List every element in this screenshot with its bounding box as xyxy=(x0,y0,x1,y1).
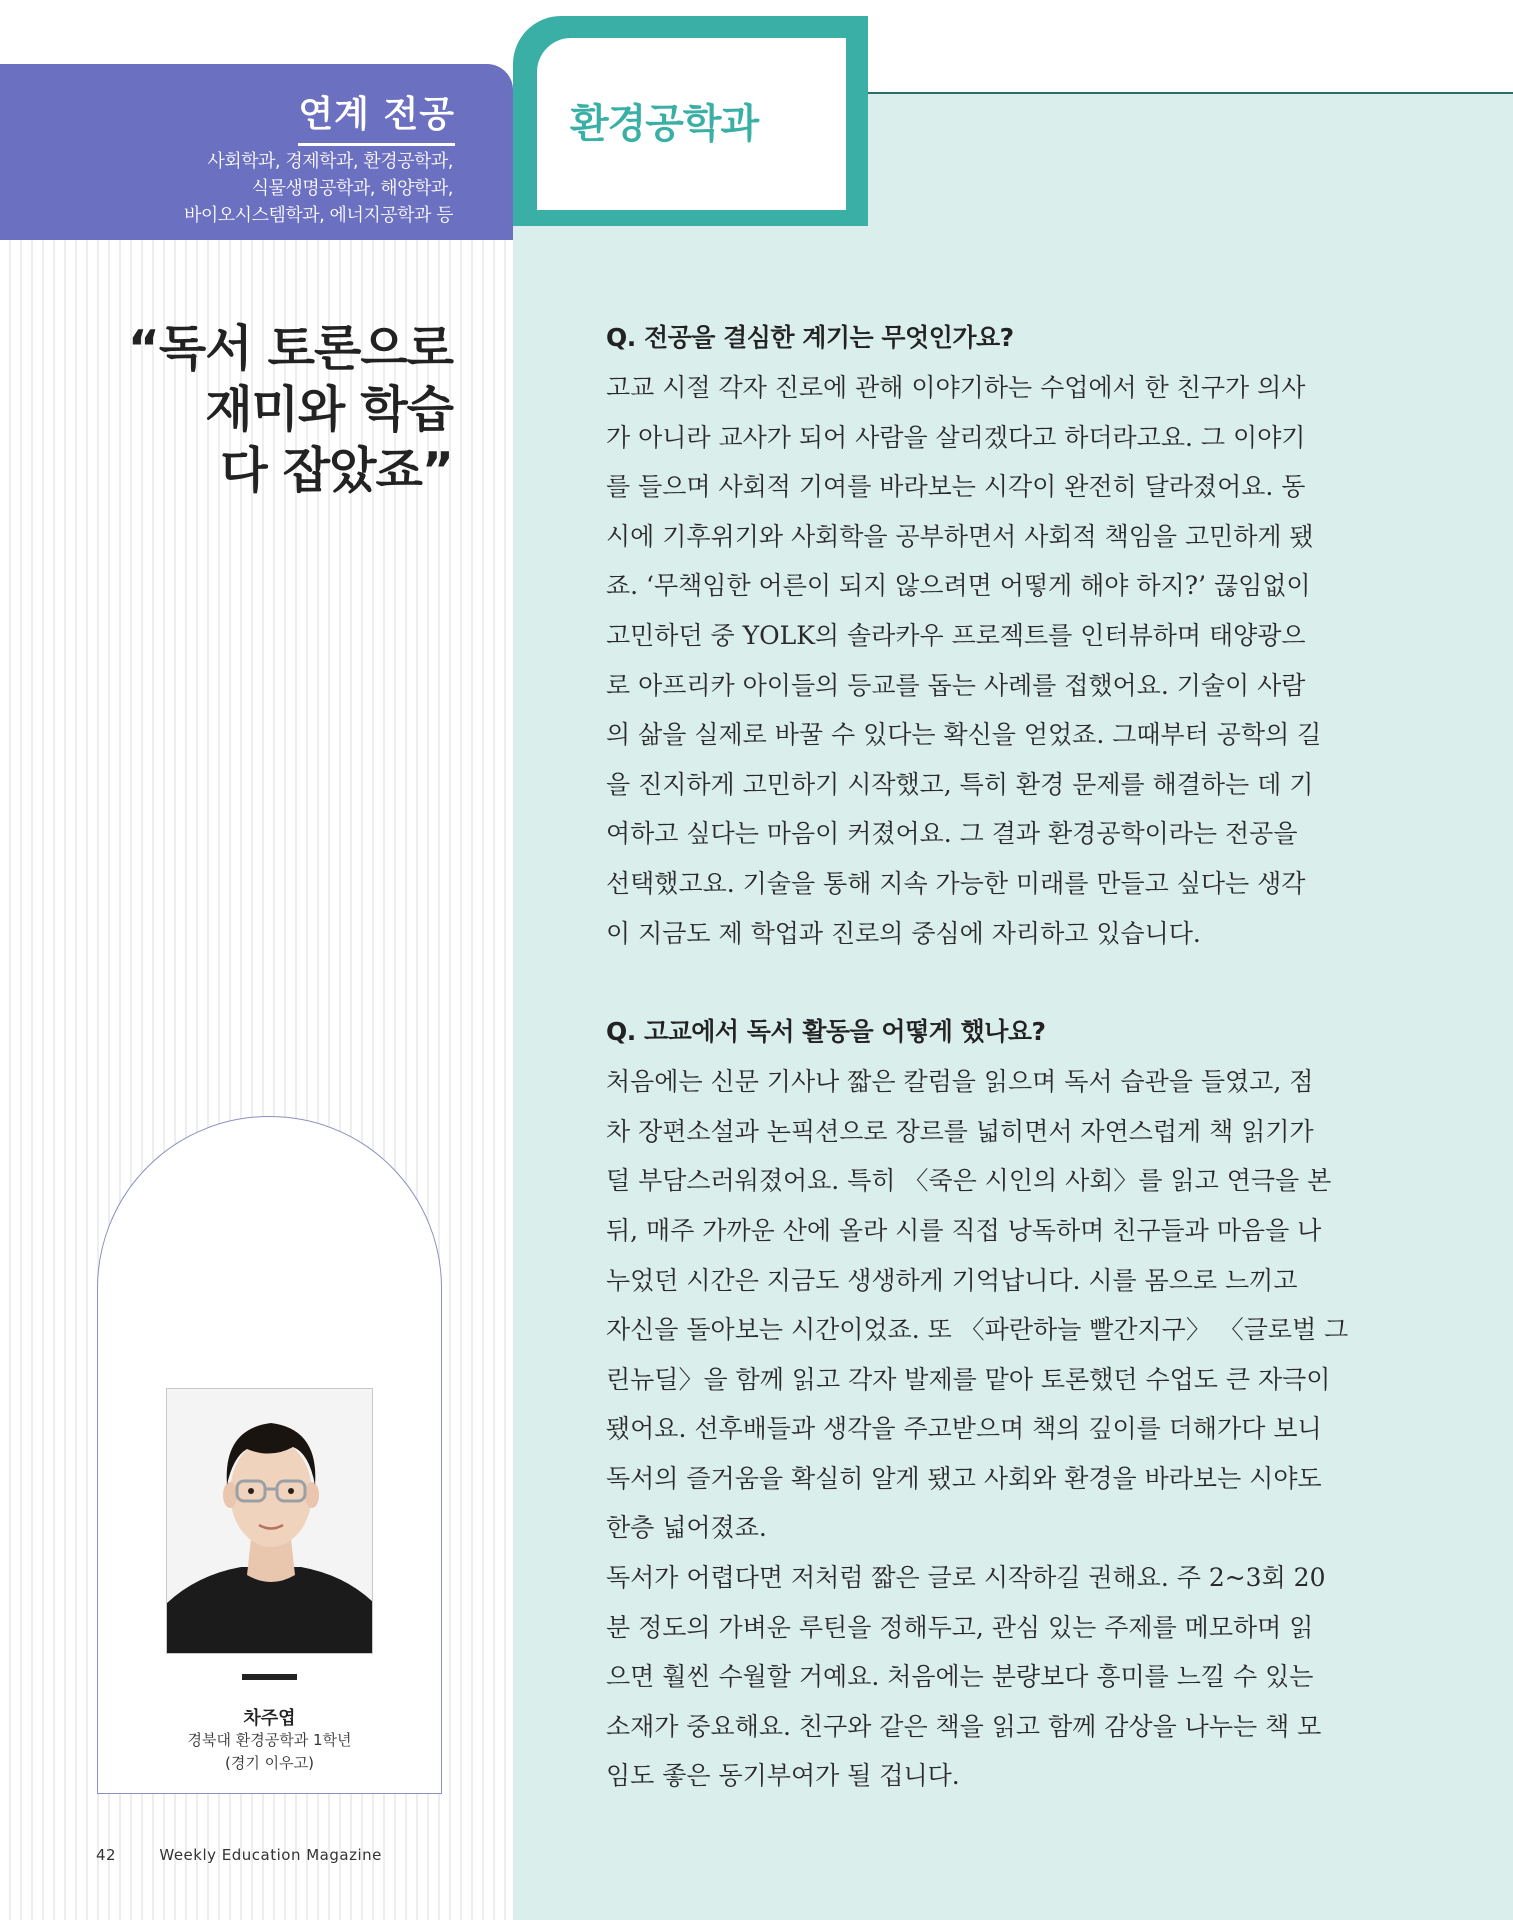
answer-line: 덜 부담스러워졌어요. 특히 〈죽은 시인의 사회〉를 읽고 연극을 본 xyxy=(606,1166,1332,1196)
answer-paragraph xyxy=(606,363,1354,958)
answer-line: 가 아니라 교사가 되어 사람을 살리겠다고 하더라고요. 그 이야기 xyxy=(606,422,1306,452)
answer-line: 로 아프리카 아이들의 등교를 돕는 사례를 접했어요. 기술이 사람 xyxy=(606,670,1306,700)
answer-line: 죠. ‘무책임한 어른이 되지 않으려면 어떻게 해야 하지?’ 끊임없이 xyxy=(606,571,1311,601)
interview-body xyxy=(606,318,1354,1801)
answer-line: 임도 좋은 동기부여가 될 겁니다. xyxy=(606,1761,960,1791)
question-heading: Q. 전공을 결심한 계기는 무엇인가요? xyxy=(606,323,1014,352)
major-title: 환경공학과 xyxy=(570,101,759,147)
answer-line: 누었던 시간은 지금도 생생하게 기억납니다. 시를 몸으로 느끼고 xyxy=(606,1265,1298,1295)
question-heading: Q. 고교에서 독서 활동을 어떻게 했나요? xyxy=(606,1017,1046,1047)
pull-quote-line: 다 잡았죠” xyxy=(220,442,453,499)
related-majors-line: 식물생명공학과, 해양학과, xyxy=(251,178,453,199)
answer-line: 처음에는 신문 기사나 짧은 칼럼을 읽으며 독서 습관을 들였고, 점 xyxy=(606,1067,1314,1097)
answer-line: 으면 훨씬 수월할 거예요. 처음에는 분량보다 흥미를 느낄 수 있는 xyxy=(606,1662,1314,1692)
page-footer xyxy=(96,1846,382,1864)
header-rule xyxy=(865,92,1513,94)
answer-line: 한층 넓어졌죠. xyxy=(606,1513,767,1543)
profile-name: 차주엽 xyxy=(243,1708,296,1729)
answer-line: 를 들으며 사회적 기여를 바라보는 시각이 완전히 달라졌어요. 동 xyxy=(606,472,1306,502)
answer-line: 시에 기후위기와 사회학을 공부하면서 사회적 책임을 고민하게 됐 xyxy=(606,521,1314,551)
answer-line: 여하고 싶다는 마음이 커졌어요. 그 결과 환경공학이라는 전공을 xyxy=(606,819,1298,849)
answer-line: 을 진지하게 고민하기 시작했고, 특히 환경 문제를 해결하는 데 기 xyxy=(606,769,1314,799)
answer-line: 됐어요. 선후배들과 생각을 주고받으며 책의 깊이를 더해가다 보니 xyxy=(606,1414,1322,1444)
pull-quote xyxy=(128,318,453,501)
pull-quote-line: “독서 토론으로 xyxy=(127,320,453,377)
answer-line: 고민하던 중 YOLK의 솔라카우 프로젝트를 인터뷰하며 태양광으 xyxy=(606,620,1306,650)
answer-paragraph xyxy=(606,1057,1354,1801)
related-majors-box xyxy=(0,64,513,240)
answer-line: 이 지금도 제 학업과 진로의 중심에 자리하고 있습니다. xyxy=(606,918,1201,948)
profile-school: 경북대 환경공학과 1학년 xyxy=(187,1731,352,1749)
answer-line: 차 장편소설과 논픽션으로 장르를 넓히면서 자연스럽게 책 읽기가 xyxy=(606,1116,1314,1146)
answer-line: 린뉴딜〉을 함께 읽고 각자 발제를 맡아 토론했던 수업도 큰 자극이 xyxy=(606,1364,1331,1394)
answer-line: 의 삶을 실제로 바꿀 수 있다는 확신을 얻었죠. 그때부터 공학의 길 xyxy=(606,720,1322,750)
profile-high-school: (경기 이우고) xyxy=(225,1754,314,1772)
related-majors-line: 사회학과, 경제학과, 환경공학과, xyxy=(207,151,453,172)
related-majors-line: 바이오시스템학과, 에너지공학과 등 xyxy=(184,205,453,226)
person-portrait-icon xyxy=(167,1389,373,1654)
answer-line: 분 정도의 가벼운 루틴을 정해두고, 관심 있는 주제를 메모하며 읽 xyxy=(606,1612,1314,1642)
related-majors-title: 연계 전공 xyxy=(298,86,455,146)
answer-line: 독서가 어렵다면 저처럼 짧은 글로 시작하길 권해요. 주 2~3회 20 xyxy=(606,1563,1326,1593)
name-divider xyxy=(242,1674,297,1680)
magazine-name: Weekly Education Magazine xyxy=(159,1846,382,1864)
answer-line: 뒤, 매주 가까운 산에 올라 시를 직접 낭독하며 친구들과 마음을 나 xyxy=(606,1215,1322,1245)
answer-line: 소재가 중요해요. 친구와 같은 책을 읽고 함께 감상을 나누는 책 모 xyxy=(606,1711,1322,1741)
answer-line: 선택했고요. 기술을 통해 지속 가능한 미래를 만들고 싶다는 생각 xyxy=(606,868,1306,898)
answer-line: 독서의 즐거움을 확실히 알게 됐고 사회와 환경을 바라보는 시야도 xyxy=(606,1463,1322,1493)
answer-line: 자신을 돌아보는 시간이었죠. 또 〈파란하늘 빨간지구〉 〈글로벌 그 xyxy=(606,1315,1349,1345)
related-majors-list xyxy=(184,148,453,229)
profile-photo xyxy=(166,1388,373,1654)
page-number: 42 xyxy=(96,1846,117,1864)
pull-quote-line: 재미와 학습 xyxy=(205,381,453,438)
answer-line: 고교 시절 각자 진로에 관해 이야기하는 수업에서 한 친구가 의사 xyxy=(606,373,1306,402)
